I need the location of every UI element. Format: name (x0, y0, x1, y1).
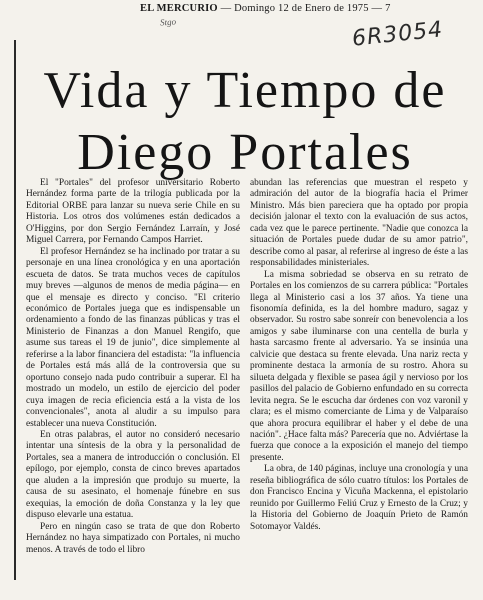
article-paragraph: Pero en ningún caso se trata de que don Roberto Hernández no haya simpatizado con Portales, ni mucho menos. A través de todo el libro (26, 521, 240, 555)
handwritten-note: Stgo (159, 16, 177, 28)
masthead (140, 3, 391, 14)
article-paragraph: En otras palabras, el autor no consideró necesario intentar una síntesis de la obra y la personalidad de Portales, sea a manera de introducción o conclusión. El epílogo, por ejemplo, consta de cinco breves apartados que aluden a la impresión que produjo su muerte, la causa de su asesinato, el homenaje fúnebre en sus exequias, la emoción de doña Constanza y la ley que dispuso elevarle una estatua. (26, 429, 240, 521)
article-headline (20, 60, 470, 184)
masthead-separator: — (371, 3, 386, 14)
article-paragraph: La misma sobriedad se observa en su retrato de Portales en los comienzos de su carrera pública: "Portales llega al Ministerio casi a los 37 años. Ya tiene una fisonomía definida, es la del hombre maduro, sagaz y observador. Su rostro sabe sonreír con benevolencia a los amigos y sabe iluminarse con una centella de burla y hasta sarcasmo frente al adversario. Ya se insinúa una calvicie que destaca su frente elevada. Una nariz recta y prominente destaca la armonía de su rostro. Ahora su silueta delgada y flexible se pasea ágil y nervioso por los pasillos del palacio de Gobierno enfundado en su correcta levita negra. Se le escucha dar órdenes con voz varonil y clara; es el mismo comerciante de Lima y de Valparaíso que ahora procura equilibrar el haber y el debe de una nación". ¿Hace falta más? Parecería que no. Adviértase la fuerza que conoce a la exposición el manejo del tiempo presente. (250, 269, 468, 463)
archive-number-stamp: 6R3054 (350, 17, 445, 52)
newspaper-name: EL MERCURIO (140, 3, 218, 14)
article-paragraph: El "Portales" del profesor universitario Roberto Hernández forma parte de la trilogía publicada por la Editorial ORBE para lanzar su nueva serie Chile en su Historia. Los otros dos volúmenes están dedicados a O'Higgins, por don Sergio Fernández Larraín, y José Miguel Carrera, por Fernando Campos Harriet. (26, 178, 240, 246)
headline-line-2: Diego Portales (77, 124, 413, 181)
article-paragraph: El profesor Hernández se ha inclinado por tratar a su personaje en una línea cronológica y en una aportación escueta de datos. Se trata muchos veces de capítulos muy breves —algunos de menos de media página— en que el mensaje es directo y conciso. "El criterio económico de Portales juega que es indispensable un ordenamiento a fondo de las finanzas públicas y tras el Ministerio de Finanzas a don Manuel Rengifo, que asume sus tareas el 19 de junio", dice simplemente al referirse a la labor financiera del estadista: "la influencia de Portales está más allá de la controversia que su oportuno consejo nada pudo contribuir a superar. El ha mostrado un modelo, un estilo de ejercicio del poder cuya imagen de recia eficiencia está a la vista de los convencionales", anota al aludir a su impulso para establecer una nueva Constitución. (26, 246, 240, 429)
clipping-edge-rule (14, 40, 16, 580)
article-paragraph: abundan las referencias que muestran el respeto y admiración del autor de la biografía hacia el Primer Ministro. Más bien pareciera que ha optado por propia decisión jalonar el texto con la evaluación de sus actos, cada vez que le parece pertinente. "Nadie que conozca la situación de Portales puede dudar de su amor patrio", describe como al pasar, al referirse al ingreso de éste a las responsabilidades ministeriales. (250, 178, 468, 269)
article-column-left (26, 178, 240, 556)
article-paragraph: La obra, de 140 páginas, incluye una cronología y una reseña bibliográfica de sólo cuatro títulos: los Portales de don Francisco Encina y Vicuña Mackenna, el epistolario reunido por Guillermo Feliú Cruz y Ernesto de la Cruz; y la Historia del Gobierno de Joaquín Prieto de Ramón Sotomayor Valdés. (250, 464, 468, 532)
page-number: 7 (385, 3, 391, 14)
headline-line-1: Vida y Tiempo de (43, 62, 447, 119)
masthead-separator: — (220, 3, 235, 14)
issue-date: Domingo 12 de Enero de 1975 (234, 3, 369, 14)
article-column-right (250, 178, 468, 533)
